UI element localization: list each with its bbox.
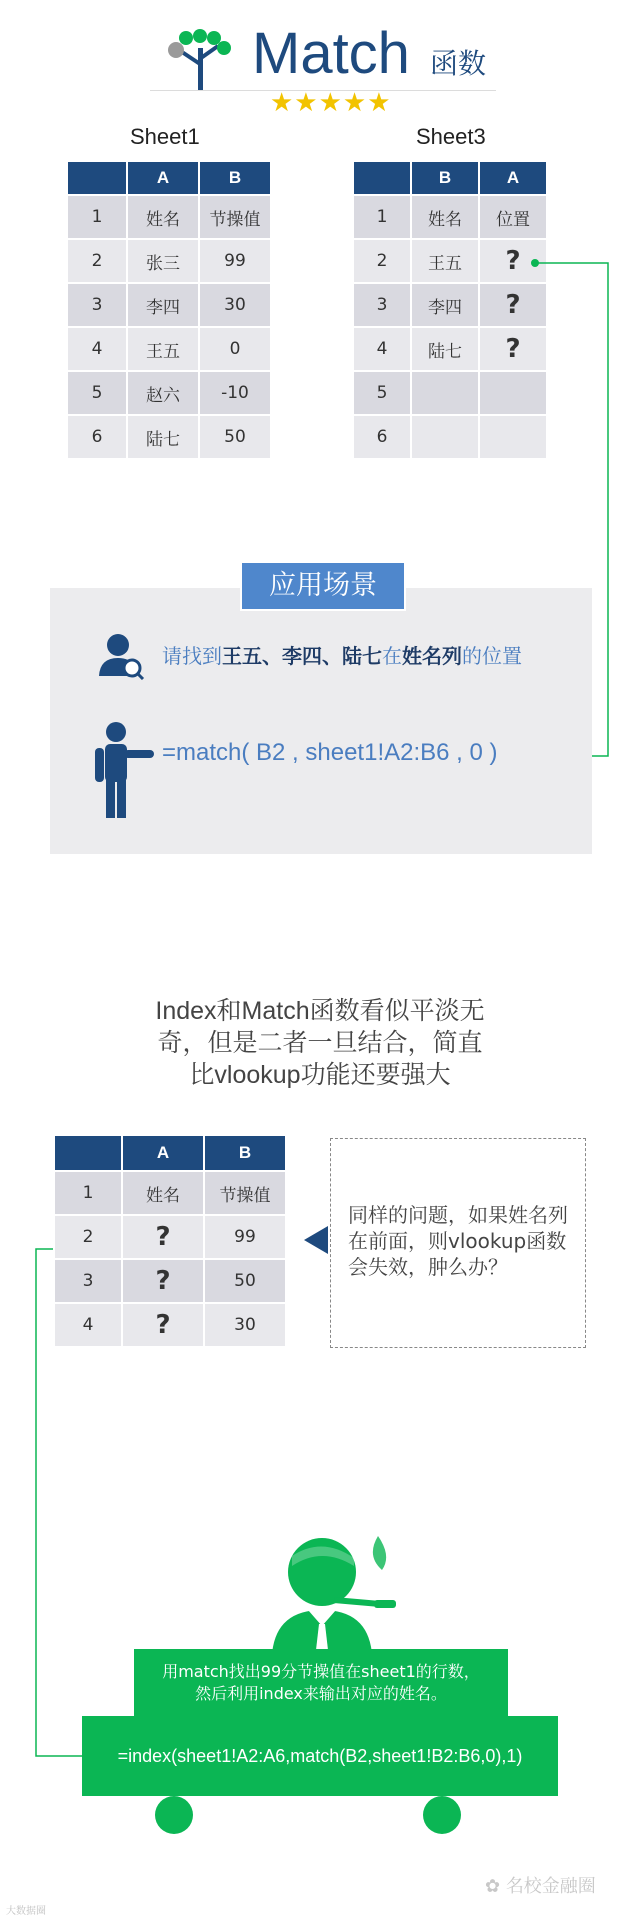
answer-line: 然后利用index来输出对应的姓名。 — [195, 1684, 447, 1703]
cell: 1 — [353, 195, 411, 239]
cell: 4 — [67, 327, 127, 371]
question-text: 请找到 — [162, 644, 222, 668]
question-mark: ? — [479, 327, 547, 371]
table-row — [54, 1303, 286, 1347]
cell: 李四 — [411, 283, 479, 327]
answer-line: 用match找出99分节操值在sheet1的行数， — [162, 1662, 480, 1681]
cell: 50 — [199, 415, 271, 459]
cell: 姓名 — [127, 195, 199, 239]
question-mark: ? — [122, 1259, 204, 1303]
answer-explanation — [134, 1649, 508, 1719]
brand-watermark — [485, 1872, 596, 1898]
header-cell: A — [479, 161, 547, 195]
brand-name: 名校金融圈 — [505, 1876, 596, 1897]
support-agent-icon — [262, 1526, 402, 1654]
cell: 姓名 — [122, 1171, 204, 1215]
rating-stars: ★★★★★ — [270, 88, 392, 118]
user-search-icon — [96, 632, 146, 680]
scenario-question — [162, 640, 522, 669]
question-text: 的位置 — [462, 644, 522, 668]
bottom-table — [53, 1134, 287, 1348]
corner-watermark: 大数据圈 — [6, 1906, 46, 1917]
cell: 30 — [204, 1303, 286, 1347]
cell: 4 — [353, 327, 411, 371]
table-row — [54, 1259, 286, 1303]
intro-line: 奇，但是二者一旦结合，简直 — [157, 1029, 483, 1057]
cell: 50 — [204, 1259, 286, 1303]
header-cell: B — [411, 161, 479, 195]
cell: 赵六 — [127, 371, 199, 415]
cell: 2 — [54, 1215, 122, 1259]
intro-paragraph — [120, 995, 520, 1091]
cart-wheel-left — [155, 1796, 193, 1834]
header-cell: B — [199, 161, 271, 195]
cell: 0 — [199, 327, 271, 371]
cell: 99 — [199, 239, 271, 283]
cart-wheel-right — [423, 1796, 461, 1834]
cell: 2 — [67, 239, 127, 283]
cell: 张三 — [127, 239, 199, 283]
scenario-tab: 应用场景 — [240, 561, 406, 611]
header-cell: B — [204, 1135, 286, 1171]
note-text: 同样的问题，如果姓名列在前面，则vlookup函数会失效，肿么办？ — [348, 1203, 568, 1279]
person-pointing-icon — [86, 720, 156, 820]
intro-line: 比vlookup功能还要强大 — [189, 1061, 451, 1089]
cell: 3 — [54, 1259, 122, 1303]
table-row — [54, 1215, 286, 1259]
question-text: 在 — [382, 644, 402, 668]
cell: 6 — [353, 415, 411, 459]
cell: 1 — [67, 195, 127, 239]
index-formula: =index(sheet1!A2:A6,match(B2,sheet1!B2:B6,0),1) — [82, 1716, 558, 1796]
cell: 位置 — [479, 195, 547, 239]
pointer-triangle-icon — [304, 1226, 328, 1254]
cell: 陆七 — [411, 327, 479, 371]
header-cell: A — [127, 161, 199, 195]
cell: 5 — [67, 371, 127, 415]
cell: -10 — [199, 371, 271, 415]
cell: 2 — [353, 239, 411, 283]
sheet3-label: Sheet3 — [416, 124, 486, 149]
cell: 姓名 — [411, 195, 479, 239]
cell: 3 — [353, 283, 411, 327]
page-subtitle: 函数 — [430, 47, 487, 80]
header-cell — [54, 1135, 122, 1171]
cell: 30 — [199, 283, 271, 327]
table-row — [54, 1171, 286, 1215]
cell: 5 — [353, 371, 411, 415]
wechat-icon: ✿ — [485, 1876, 506, 1897]
cell: 节操值 — [199, 195, 271, 239]
header-cell: A — [122, 1135, 204, 1171]
sheet1-label: Sheet1 — [130, 124, 200, 149]
question-mark: ? — [479, 283, 547, 327]
cell: 1 — [54, 1171, 122, 1215]
match-formula: =match( B2 , sheet1!A2:B6 , 0 ) — [162, 739, 498, 766]
cell: 王五 — [411, 239, 479, 283]
question-mark: ? — [122, 1215, 204, 1259]
cell: 陆七 — [127, 415, 199, 459]
cell: 6 — [67, 415, 127, 459]
cell: 3 — [67, 283, 127, 327]
cell: 王五 — [127, 327, 199, 371]
cell: 99 — [204, 1215, 286, 1259]
cell: 4 — [54, 1303, 122, 1347]
page-title: Match — [252, 21, 410, 86]
cell: 李四 — [127, 283, 199, 327]
question-names: 王五、李四、陆七 — [222, 644, 382, 668]
cell: 节操值 — [204, 1171, 286, 1215]
question-mark: ? — [479, 239, 547, 283]
intro-line: Index和Match函数看似平淡无 — [155, 997, 485, 1025]
question-mark: ? — [122, 1303, 204, 1347]
question-column: 姓名列 — [402, 644, 462, 668]
